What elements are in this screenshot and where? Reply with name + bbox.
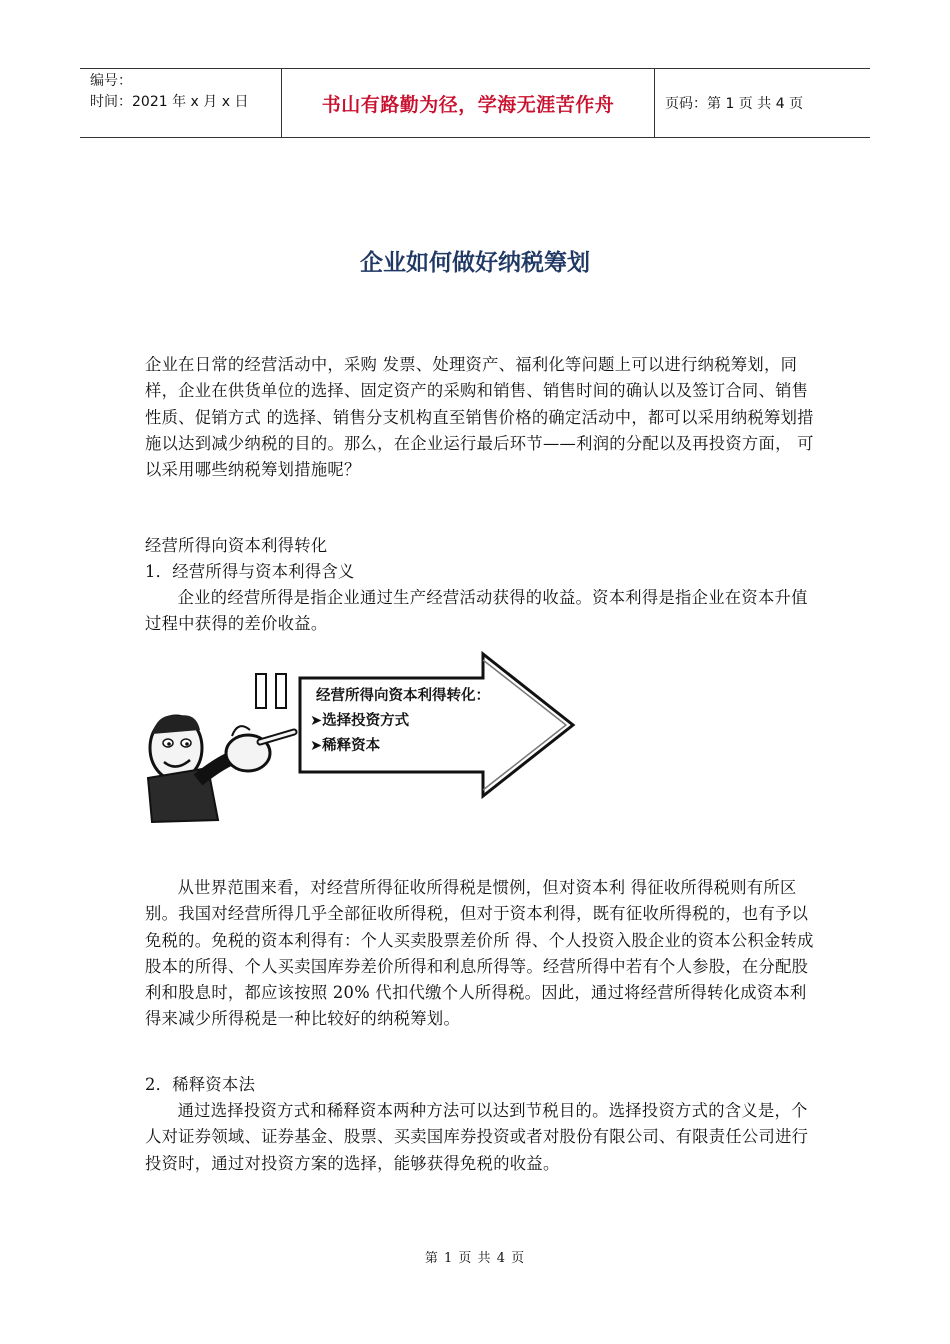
subsection-2-title: 2．稀释资本法 [145,1075,256,1094]
time-label: 时间：2021 年 x 月 x 日 [90,94,249,110]
document-title: 企业如何做好纳税筹划 [360,250,590,276]
subsection-2-body: 通过选择投资方式和稀释资本两种方法可以达到节税目的。选择投资方式的含义是，个人对证券领域、证券基金、股票、买卖国库券投资或者对股份有限公司、有限责任公司进行投资时，通过对投资方案的选择，能够获得免税的收益。 [145,1101,809,1173]
paragraph-2: 从世界范围来看，对经营所得征收所得税是惯例，但对资本利 得征收所得税则有所区别。我国对经营所得几乎全部征收所得税，但对于资本利得，既有征收所得税的，也有予以免税的。免税的资本利得有：个人买卖股票差价所 得、个人投资入股企业的资本公积金转成股本的所得、个人买卖国库券差价所得和利息所得等。经营所得中若有个人参股，在分配股利和股息时，都应该按照 20% 代扣代缴个人所得税。因此，通过将经营所得转化成资本利得来减少所得税是一种比较好的纳税筹划。 [145,878,814,1029]
figure-item-2: ➤稀释资本 [310,738,381,754]
header-motto-cell [282,69,655,137]
number-label: 编号： [90,73,132,89]
page-footer: 第 1 页 共 4 页 [424,1251,526,1266]
header-page-cell [655,69,870,137]
cartoon-figure [138,650,578,830]
businessman-icon [148,715,294,822]
figure-heading: 经营所得向资本利得转化： [316,688,490,704]
subsection-1-title: 1．经营所得与资本利得含义 [145,562,355,581]
subsection-1-body: 企业的经营所得是指企业通过生产经营活动获得的收益。资本利得是指企业在资本升值过程中获得的差价收益。 [145,588,808,634]
motto: 书山有路勤为径，学海无涯苦作舟 [321,93,615,116]
intro-paragraph: 企业在日常的经营活动中，采购 发票、处理资产、福利化等问题上可以进行纳税筹划，同样，企业在供货单位的选择、固定资产的采购和销售、销售时间的确认以及签订合同、销售性质、促销方式 的选择、销售分支机构直至销售价格的确定活动中，都可以采用纳税筹划措施以达到减少纳税的目的。那么，在企业运行最后环节——利润的分配以及再投资方面， 可以采用哪些纳税筹划措施呢？ [145,355,814,480]
document-header [80,68,870,138]
section-title: 经营所得向资本利得转化 [145,536,328,555]
page-label: 页码：第 1 页 共 4 页 [665,96,804,112]
figure-item-1: ➤选择投资方式 [310,713,410,729]
header-meta [80,69,282,137]
